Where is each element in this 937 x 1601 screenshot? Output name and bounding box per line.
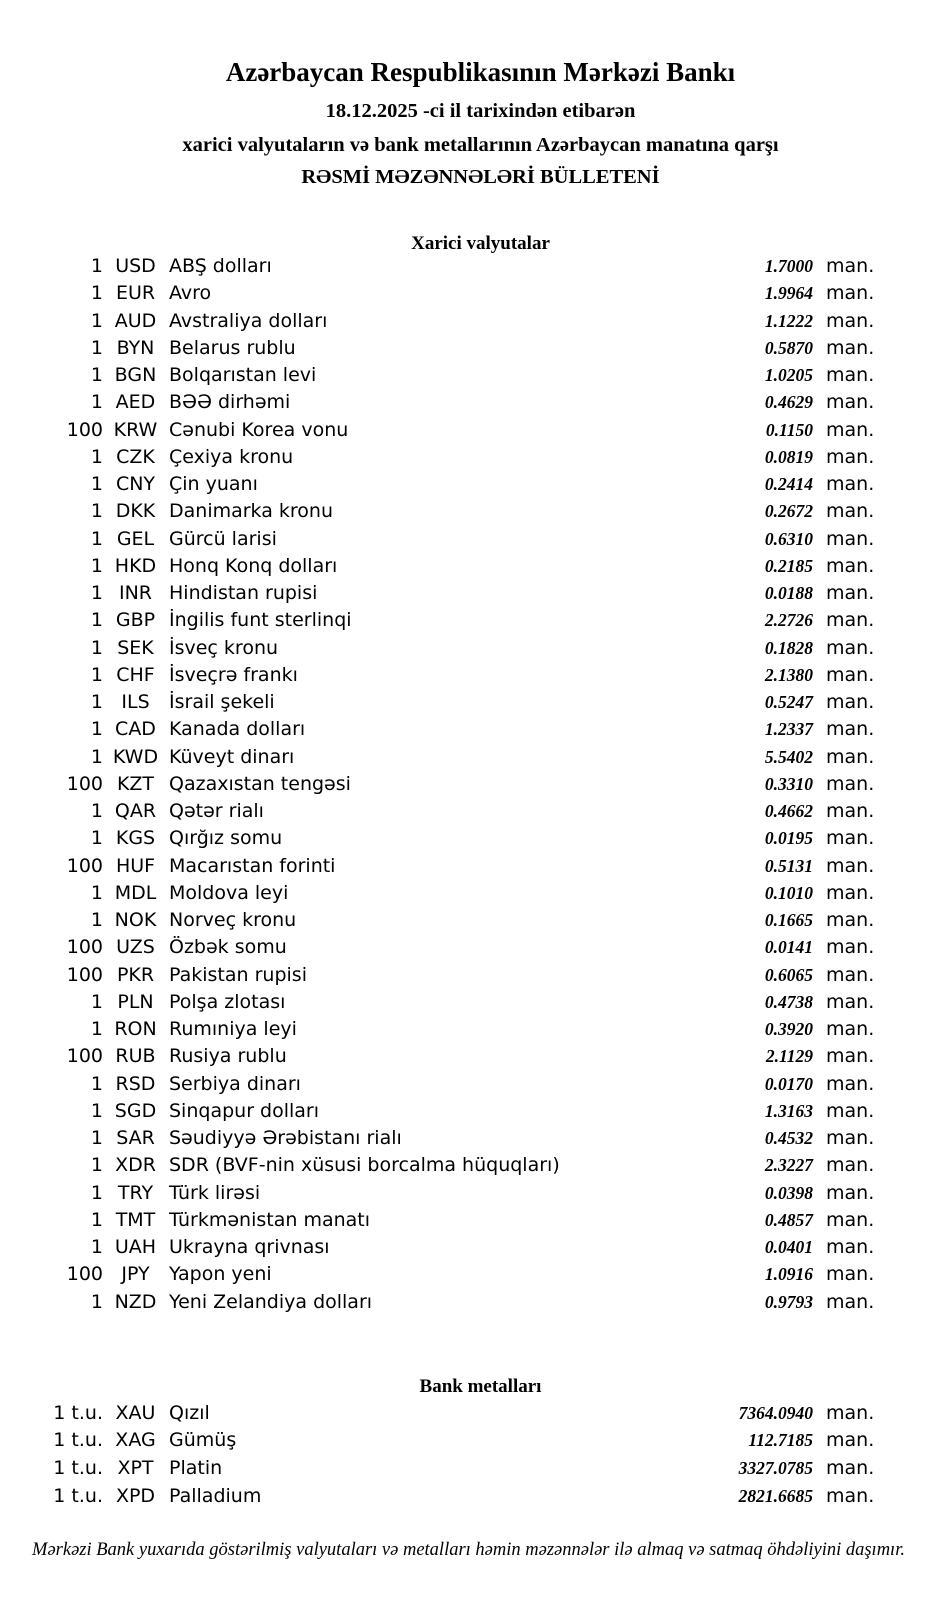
currency-code: TMT xyxy=(115,1208,156,1231)
currency-unit: man. xyxy=(826,718,875,741)
currency-row xyxy=(0,1073,937,1100)
currency-row xyxy=(0,664,937,691)
metal-rate: 112.7185 xyxy=(748,1430,813,1451)
currency-row xyxy=(0,446,937,473)
bank-title: Azərbaycan Respublikasının Mərkəzi Bankı xyxy=(225,57,736,87)
currency-rate: 5.5402 xyxy=(764,746,813,767)
metal-quantity: 1 t.u. xyxy=(53,1401,103,1424)
metal-unit: man. xyxy=(826,1484,875,1507)
currency-code: TRY xyxy=(117,1181,154,1204)
currency-row xyxy=(0,773,937,800)
currency-name: Moldova leyi xyxy=(169,881,289,904)
currency-quantity: 1 xyxy=(90,881,103,904)
currency-name: Gürcü larisi xyxy=(169,527,277,550)
currency-quantity: 1 xyxy=(90,582,103,604)
currency-code: AED xyxy=(115,391,156,414)
currency-row xyxy=(0,528,937,555)
currency-unit: man. xyxy=(826,1018,875,1040)
currency-unit: man. xyxy=(826,1045,875,1068)
currency-name: Honq Konq dolları xyxy=(169,554,338,577)
currency-name: Kanada dolları xyxy=(169,718,306,741)
currency-unit: man. xyxy=(826,391,875,414)
currency-quantity: 1 xyxy=(90,1072,103,1095)
currency-unit: man. xyxy=(826,473,875,495)
metal-unit: man. xyxy=(826,1401,875,1424)
metal-row xyxy=(0,1402,937,1430)
currency-rate: 1.0916 xyxy=(764,1264,813,1285)
currency-row xyxy=(0,473,937,500)
currency-name: Qazaxıstan tengəsi xyxy=(169,772,351,795)
metal-unit: man. xyxy=(826,1429,875,1452)
currency-rate: 0.0398 xyxy=(764,1182,813,1203)
currency-row xyxy=(0,800,937,827)
currency-code: BYN xyxy=(116,336,155,359)
currency-name: İngilis funt sterlinqi xyxy=(169,609,352,632)
currency-quantity: 1 xyxy=(90,609,103,632)
currency-quantity: 1 xyxy=(90,364,103,386)
currency-rate: 0.5131 xyxy=(764,855,813,876)
currency-rate: 0.6310 xyxy=(764,528,813,549)
currency-name: Küveyt dinarı xyxy=(169,745,295,768)
currency-unit: man. xyxy=(826,255,875,277)
currency-name: Rusiya rublu xyxy=(169,1045,287,1068)
currency-row xyxy=(0,391,937,418)
currency-unit: man. xyxy=(826,854,875,877)
metal-row xyxy=(0,1429,937,1457)
currency-rate: 0.1828 xyxy=(764,637,813,658)
currency-name: Səudiyyə Ərəbistanı rialı xyxy=(169,1127,402,1149)
currency-rate: 0.0170 xyxy=(764,1073,813,1094)
currency-quantity: 100 xyxy=(66,772,103,795)
currency-rate: 1.0205 xyxy=(764,365,813,385)
currency-rate: 0.4857 xyxy=(764,1209,813,1230)
currency-code: CZK xyxy=(116,445,155,468)
metal-quantity: 1 t.u. xyxy=(53,1429,103,1452)
currency-quantity: 1 xyxy=(90,309,103,332)
currency-code: UZS xyxy=(116,936,155,959)
metal-quantity: 1 t.u. xyxy=(53,1456,103,1479)
currency-row xyxy=(0,419,937,446)
currency-unit: man. xyxy=(826,745,875,768)
currency-row xyxy=(0,582,937,609)
currency-name: İsveç kronu xyxy=(169,636,279,659)
currency-rate: 1.1222 xyxy=(764,310,813,331)
currency-code: UAH xyxy=(114,1236,157,1258)
currency-name: Danimarka kronu xyxy=(169,500,334,523)
currency-name: Hindistan rupisi xyxy=(169,582,318,604)
currency-name: Norveç kronu xyxy=(169,909,297,931)
currency-unit: man. xyxy=(826,636,875,659)
currency-code: MDL xyxy=(114,881,157,904)
currency-name: İsrail şekeli xyxy=(169,691,275,713)
currency-quantity: 1 xyxy=(90,1208,103,1231)
currency-row xyxy=(0,255,937,282)
currency-rate: 0.0819 xyxy=(764,446,813,467)
currency-unit: man. xyxy=(826,909,875,931)
currency-row xyxy=(0,882,937,909)
currency-name: ABŞ dolları xyxy=(169,255,272,277)
currency-rate: 0.3920 xyxy=(764,1019,813,1039)
currency-code: SEK xyxy=(117,636,154,659)
currency-name: Pakistan rupisi xyxy=(169,963,307,986)
currency-unit: man. xyxy=(826,663,875,686)
currency-row xyxy=(0,691,937,718)
currency-row xyxy=(0,964,937,991)
currency-row xyxy=(0,609,937,636)
footer-disclaimer: Mərkəzi Bank yuxarıda göstərilmiş valyutaları və metalları həmin məzənnələr ilə almaq və satmaq öhdəliyini daşımır. xyxy=(32,1540,905,1561)
currency-row xyxy=(0,746,937,773)
subject-line: xarici valyutaların və bank metallarının Azərbaycan manatına qarşı xyxy=(182,134,779,156)
currency-quantity: 1 xyxy=(90,718,103,741)
currency-rate: 1.2337 xyxy=(764,719,813,740)
currency-unit: man. xyxy=(826,582,875,604)
currency-row xyxy=(0,282,937,309)
currency-name: Cənubi Korea vonu xyxy=(169,418,349,441)
currency-name: Macarıstan forinti xyxy=(169,854,336,877)
currency-code: KZT xyxy=(116,772,155,795)
currency-code: KRW xyxy=(113,418,158,441)
currency-name: Sinqapur dolları xyxy=(169,1099,320,1122)
currency-unit: man. xyxy=(826,691,875,713)
currency-quantity: 1 xyxy=(90,800,103,822)
currency-code: ILS xyxy=(121,691,150,713)
currency-rate: 0.2185 xyxy=(764,555,813,576)
currency-unit: man. xyxy=(826,1127,875,1149)
metal-rate: 3327.0785 xyxy=(738,1457,813,1478)
currency-name: Polşa zlotası xyxy=(169,990,286,1013)
currency-code: JPY xyxy=(121,1263,150,1286)
currency-quantity: 100 xyxy=(66,1045,103,1068)
currency-row xyxy=(0,1154,937,1181)
currency-name: Türkmənistan manatı xyxy=(169,1208,371,1231)
currency-rate: 0.4629 xyxy=(764,392,813,413)
currency-quantity: 1 xyxy=(90,691,103,713)
currency-quantity: 1 xyxy=(90,990,103,1013)
currency-row xyxy=(0,1182,937,1209)
metal-name: Gümüş xyxy=(169,1429,237,1452)
currency-code: BGN xyxy=(114,364,157,386)
currency-unit: man. xyxy=(826,881,875,904)
currency-unit: man. xyxy=(826,282,875,305)
metal-row xyxy=(0,1485,937,1513)
currency-unit: man. xyxy=(826,1181,875,1204)
currency-unit: man. xyxy=(826,1072,875,1095)
currency-rate: 0.2672 xyxy=(764,501,813,522)
currency-quantity: 1 xyxy=(90,282,103,305)
currency-code: RUB xyxy=(115,1045,156,1068)
currency-unit: man. xyxy=(826,1236,875,1258)
currency-quantity: 1 xyxy=(90,554,103,577)
currency-row xyxy=(0,1127,937,1154)
currency-quantity: 1 xyxy=(90,391,103,414)
metal-unit: man. xyxy=(826,1456,875,1479)
currency-quantity: 1 xyxy=(90,445,103,468)
currency-row xyxy=(0,637,937,664)
currency-name: Çexiya kronu xyxy=(169,445,294,468)
currency-row xyxy=(0,310,937,337)
currency-code: HKD xyxy=(114,554,157,577)
currency-code: GBP xyxy=(115,609,156,632)
currency-rate: 2.2726 xyxy=(764,610,813,631)
currency-name: İsveçrə frankı xyxy=(169,663,298,686)
currency-quantity: 1 xyxy=(90,827,103,850)
currency-rate: 0.1010 xyxy=(764,882,813,903)
currency-name: Özbək somu xyxy=(169,936,287,959)
currency-code: HUF xyxy=(115,854,156,877)
currency-code: CAD xyxy=(115,718,156,741)
currency-code: RON xyxy=(114,1018,157,1040)
currency-rate: 0.5247 xyxy=(764,692,813,712)
currency-quantity: 1 xyxy=(90,745,103,768)
currency-unit: man. xyxy=(826,1263,875,1286)
currency-quantity: 1 xyxy=(90,255,103,277)
currency-rate: 2.1380 xyxy=(764,664,813,685)
currency-quantity: 1 xyxy=(90,336,103,359)
currency-code: AUD xyxy=(114,309,157,332)
currency-unit: man. xyxy=(826,1154,875,1177)
currency-quantity: 100 xyxy=(66,1263,103,1286)
currency-row xyxy=(0,364,937,391)
currency-quantity: 1 xyxy=(90,1099,103,1122)
currency-rate: 0.9793 xyxy=(764,1291,813,1312)
currency-quantity: 100 xyxy=(66,854,103,877)
currencies-section-title: Xarici valyutalar xyxy=(411,233,550,254)
metal-code: XPD xyxy=(115,1484,156,1507)
currency-code: KWD xyxy=(112,745,159,768)
currency-quantity: 1 xyxy=(90,1154,103,1177)
metal-rate: 2821.6685 xyxy=(738,1485,813,1506)
currency-code: USD xyxy=(115,255,156,277)
currency-code: PLN xyxy=(117,990,154,1013)
currency-row xyxy=(0,337,937,364)
currency-code: CNY xyxy=(115,473,156,495)
currency-rate: 0.1665 xyxy=(764,910,813,930)
currency-unit: man. xyxy=(826,936,875,959)
currency-rate: 0.5870 xyxy=(764,337,813,358)
currency-unit: man. xyxy=(826,772,875,795)
currency-name: BƏƏ dirhəmi xyxy=(169,391,291,414)
currency-unit: man. xyxy=(826,500,875,523)
metal-code: XAU xyxy=(115,1401,156,1424)
metal-rate: 7364.0940 xyxy=(738,1402,813,1423)
currency-unit: man. xyxy=(826,1290,875,1313)
currency-code: EUR xyxy=(115,282,156,305)
currency-row xyxy=(0,1263,937,1290)
currency-code: KGS xyxy=(115,827,156,850)
currency-quantity: 1 xyxy=(90,909,103,931)
currency-quantity: 1 xyxy=(90,636,103,659)
currency-name: Ukrayna qrivnası xyxy=(169,1236,330,1258)
currency-row xyxy=(0,1045,937,1072)
currency-rate: 0.4738 xyxy=(764,991,813,1012)
currency-row xyxy=(0,1236,937,1263)
metals-table xyxy=(0,1402,937,1512)
currency-rate: 1.7000 xyxy=(764,256,813,276)
currency-name: Yeni Zelandiya dolları xyxy=(169,1290,373,1313)
currency-quantity: 100 xyxy=(66,936,103,959)
currency-unit: man. xyxy=(826,336,875,359)
currency-unit: man. xyxy=(826,527,875,550)
currency-row xyxy=(0,855,937,882)
currency-unit: man. xyxy=(826,445,875,468)
currency-row xyxy=(0,500,937,527)
currency-quantity: 1 xyxy=(90,1018,103,1040)
currency-quantity: 1 xyxy=(90,473,103,495)
currency-quantity: 1 xyxy=(90,1236,103,1258)
metal-name: Palladium xyxy=(169,1484,262,1507)
bulletin-title: RƏSMİ MƏZƏNNƏLƏRİ BÜLLETENİ xyxy=(301,166,660,188)
currencies-table xyxy=(0,255,937,1318)
currency-name: Avro xyxy=(169,282,212,305)
currency-unit: man. xyxy=(826,609,875,632)
currency-code: INR xyxy=(118,582,153,604)
currency-name: Avstraliya dolları xyxy=(169,309,328,332)
currency-unit: man. xyxy=(826,364,875,386)
metal-code: XPT xyxy=(117,1456,154,1479)
currency-row xyxy=(0,936,937,963)
currency-name: Serbiya dinarı xyxy=(169,1072,301,1095)
currency-unit: man. xyxy=(826,309,875,332)
currency-rate: 0.3310 xyxy=(764,773,813,794)
metal-row xyxy=(0,1457,937,1485)
currency-quantity: 1 xyxy=(90,1290,103,1313)
currency-code: NZD xyxy=(114,1290,157,1313)
currency-code: SGD xyxy=(114,1099,157,1122)
currency-rate: 0.0188 xyxy=(764,583,813,603)
currency-quantity: 100 xyxy=(66,963,103,986)
currency-code: NOK xyxy=(114,909,157,931)
currency-code: CHF xyxy=(116,663,155,686)
currency-rate: 0.4532 xyxy=(764,1128,813,1148)
currency-unit: man. xyxy=(826,800,875,822)
currency-unit: man. xyxy=(826,990,875,1013)
currency-quantity: 1 xyxy=(90,527,103,550)
currency-code: RSD xyxy=(115,1072,156,1095)
currency-rate: 2.1129 xyxy=(765,1046,813,1067)
currency-row xyxy=(0,1100,937,1127)
currency-rate: 2.3227 xyxy=(764,1155,813,1176)
metals-header xyxy=(24,1377,937,1397)
currency-unit: man. xyxy=(826,554,875,577)
currency-row xyxy=(0,909,937,936)
metal-code: XAG xyxy=(115,1429,156,1452)
currency-row xyxy=(0,827,937,854)
currency-quantity: 100 xyxy=(66,418,103,441)
currency-name: Rumıniya leyi xyxy=(169,1018,297,1040)
currency-quantity: 1 xyxy=(90,663,103,686)
currency-row xyxy=(0,1209,937,1236)
currency-row xyxy=(0,1291,937,1318)
currency-rate: 0.0195 xyxy=(764,828,813,849)
currency-rate: 0.1150 xyxy=(765,419,813,440)
currency-name: Çin yuanı xyxy=(169,473,258,495)
currency-rate: 0.2414 xyxy=(764,474,813,494)
metal-name: Platin xyxy=(169,1456,223,1479)
currency-row xyxy=(0,718,937,745)
currency-name: Qətər rialı xyxy=(169,800,264,822)
currency-rate: 1.9964 xyxy=(764,283,813,304)
currency-quantity: 1 xyxy=(90,500,103,523)
metals-section-title: Bank metalları xyxy=(419,1375,542,1397)
currency-unit: man. xyxy=(826,418,875,441)
currency-code: PKR xyxy=(116,963,155,986)
currency-rate: 1.3163 xyxy=(764,1100,813,1121)
currency-name: Türk lirəsi xyxy=(169,1181,261,1204)
currency-row xyxy=(0,1018,937,1045)
currency-row xyxy=(0,991,937,1018)
currency-rate: 0.4662 xyxy=(764,801,813,821)
currency-name: Yapon yeni xyxy=(169,1263,272,1286)
currency-name: Qırğız somu xyxy=(169,827,283,850)
currency-name: Belarus rublu xyxy=(169,336,296,359)
currency-unit: man. xyxy=(826,1099,875,1122)
metal-name: Qızıl xyxy=(169,1401,210,1424)
currency-quantity: 1 xyxy=(90,1127,103,1149)
page-header xyxy=(24,0,937,254)
currency-unit: man. xyxy=(826,827,875,850)
currency-name: Bolqarıstan levi xyxy=(169,364,317,386)
currency-code: XDR xyxy=(115,1154,156,1177)
currency-rate: 0.0141 xyxy=(764,937,813,958)
currency-rate: 0.6065 xyxy=(764,964,813,985)
effective-date-line: 18.12.2025 -ci il tarixindən etibarən xyxy=(325,100,636,122)
currency-row xyxy=(0,555,937,582)
currency-unit: man. xyxy=(826,1208,875,1231)
currency-code: QAR xyxy=(114,800,157,822)
currency-code: SAR xyxy=(116,1127,155,1149)
currency-code: DKK xyxy=(115,500,156,523)
currency-rate: 0.0401 xyxy=(764,1237,813,1257)
currency-code: GEL xyxy=(116,527,155,550)
currency-unit: man. xyxy=(826,963,875,986)
currency-name: SDR (BVF-nin xüsusi borcalma hüquqları) xyxy=(169,1154,560,1177)
currency-quantity: 1 xyxy=(90,1181,103,1204)
metal-quantity: 1 t.u. xyxy=(53,1484,103,1507)
